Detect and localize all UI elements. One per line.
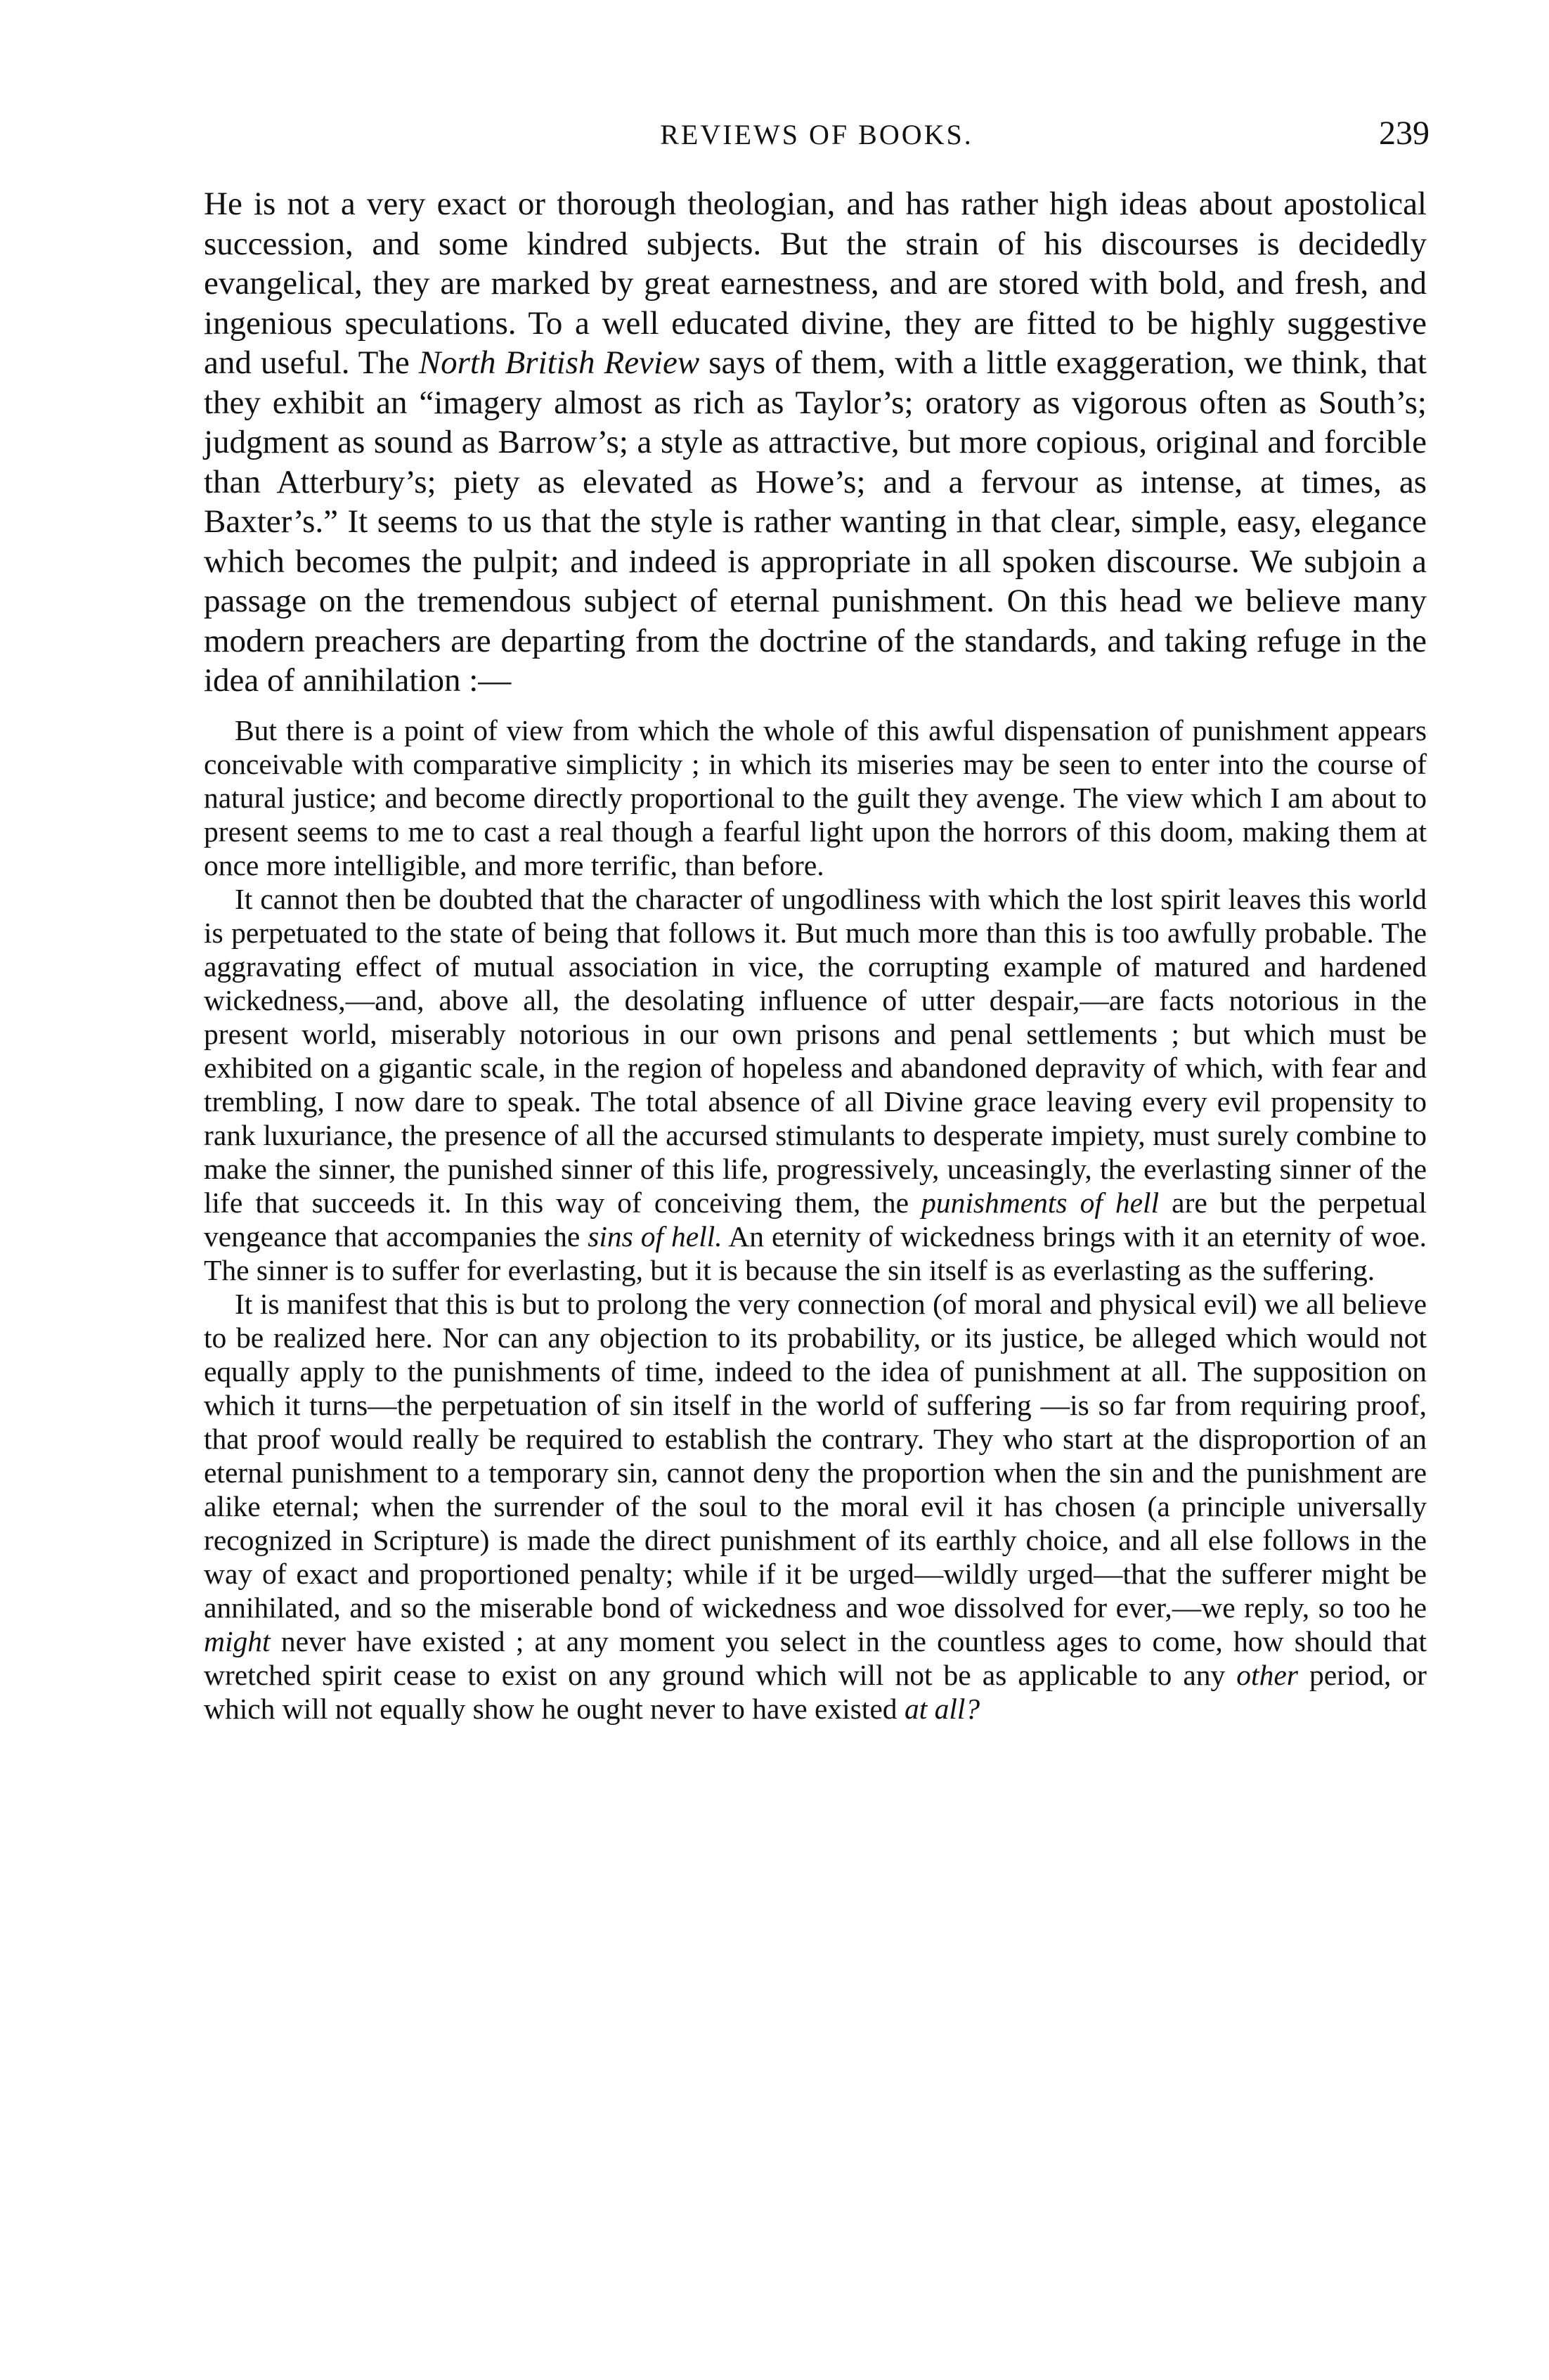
review-text-end: says of them, with a little exaggeration, we think, that they exhibit an “imagery almost as rich as Taylor’s; oratory as vigorous often as South’s; judgment as sound as Barrow’s; a style as attractive, but more copious, original and forcible than Atterbury’s; piety as elevated as Howe’s; and a fervour as intense, at times, as Baxter’s.” It seems to us that the style is rather wanting in that clear, simple, easy, elegance which becomes the pulpit; and indeed is appropriate in all spoken discourse. We subjoin a passage on the tremendous subject of eternal punishment. On this head we believe many modern preachers are departing from the doctrine of the standards, and taking refuge in the idea of annihilation :— (204, 344, 1427, 699)
extract-paragraph-2 (204, 882, 1427, 1287)
running-head (204, 115, 1430, 167)
review-text-start: He is not a very exact or thorough theologian, and has rather high ideas about apostolical succession, and some kindred subjects. But the strain of his discourses is decidedly evangelical, they are marked by great earnestness, and are stored with bold, and fresh, and ingenious speculations. To a well educated divine, they are fitted to be highly suggestive and useful. The (204, 186, 1427, 381)
emphasis-sins-of-hell: sins of hell. (588, 1220, 722, 1253)
extract-p2-text-c: An eternity of wickedness brings with it an eternity of woe. The sinner is to suffer for everlasting, but it is because the sin itself is as everlasting as the suffering. (204, 1220, 1427, 1286)
running-title: REVIEWS OF BOOKS. (660, 119, 973, 150)
extract-p2-text-a: It cannot then be doubted that the character of ungodliness with which the lost spirit leaves this world is perpetuated to the state of being that follows it. But much more than this is too awfully probable. The aggravating effect of mutual association in vice, the corrupting example of matured and hardened wickedness,—and, above all, the desolating influence of utter despair,—are facts notorious in the present world, miserably notorious in our own prisons and penal settlements ; but which must be exhibited on a gigantic scale, in the region of hopeless and abandoned depravity of which, with fear and trembling, I now dare to speak. The total absence of all Divine grace leaving every evil propensity to rank luxuriance, the presence of all the accursed stimulants to desperate impiety, must surely combine to make the sinner, the punished sinner of this life, progressively, unceasingly, the everlasting sinner of the life that succeeds it. In this way of conceiving them, the (204, 882, 1427, 1219)
body-text (204, 184, 1427, 1726)
emphasis-punishments-of-hell: punishments of hell (921, 1186, 1160, 1219)
review-paragraph (204, 184, 1427, 701)
extract-p2-text-b: are but the perpetual vengeance that accompanies the (204, 1186, 1427, 1253)
page-number: 239 (1379, 115, 1430, 152)
emphasis-might: might (204, 1624, 271, 1657)
emphasis-at-all: at all? (904, 1692, 980, 1725)
extract-p3-text-c: period, or which will not equally show he ought never to have existed (204, 1658, 1427, 1725)
extract-paragraph-3 (204, 1287, 1427, 1726)
journal-title: North British Review (418, 344, 700, 381)
emphasis-other: other (1236, 1658, 1298, 1691)
extract-p3-text-a: It is manifest that this is but to prolong the very connection (of moral and physical evil) we all believe to be realized here. Nor can any objection to its probability, or its justice, be alleged which would not equally apply to the punishments of time, indeed to the idea of punishment at all. The supposition on which it turns—the perpetuation of sin itself in the world of suffering —is so far from requiring proof, that proof would really be required to establish the contrary. They who start at the disproportion of an eternal punishment to a temporary sin, cannot deny the proportion when the sin and the punishment are alike eternal; when the surrender of the soul to the moral evil it has chosen (a principle universally recognized in Scripture) is made the direct punishment of its earthly choice, and all else follows in the way of exact and proportioned penalty; while if it be urged—wildly urged—that the sufferer might be annihilated, and so the miserable bond of wickedness and woe dissolved for ever,—we reply, so too he (204, 1287, 1427, 1624)
extract-paragraph-1: But there is a point of view from which the whole of this awful dispensation of punishment appears conceivable with comparative simplicity ; in which its miseries may be seen to enter into the course of natural justice; and become directly proportional to the guilt they avenge. The view which I am about to present seems to me to cast a real though a fearful light upon the horrors of this doom, making them at once more intelligible, and more terrific, than before. (204, 713, 1427, 881)
extract-p3-text-b: never have existed ; at any moment you select in the countless ages to come, how should that wretched spirit cease to exist on any ground which will not be as applicable to any (204, 1624, 1427, 1691)
quoted-extract (204, 713, 1427, 1726)
